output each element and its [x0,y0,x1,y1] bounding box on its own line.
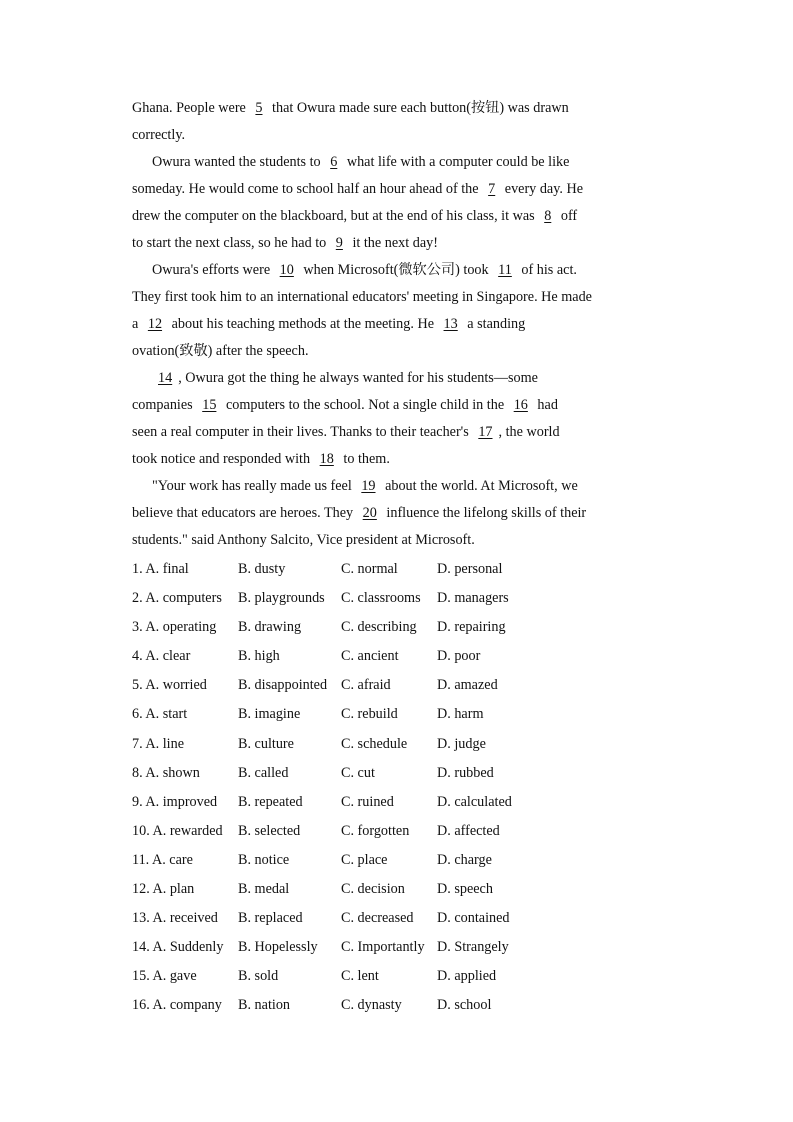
line [132,527,672,554]
option-a: 1. A. final [132,561,189,577]
option-b: B. drawing [238,619,302,636]
option-d: D. applied [437,968,497,985]
option-row-3 [132,613,692,642]
option-b: B. called [238,764,289,781]
line [132,500,672,527]
text: someday. He would come to school half an hour ahead of the [132,181,479,197]
option-a: 15. A. gave [132,968,197,985]
text: what life with a computer could be like [346,154,570,170]
option-row-6 [132,700,692,729]
option-a: 7. A. line [132,735,185,752]
text: off [560,208,578,224]
option-b: B. replaced [238,910,303,927]
text: every day. He [504,181,584,197]
text: Owura's efforts were [152,262,271,278]
line [132,365,672,392]
line [132,392,672,419]
option-a: 12. A. plan [132,881,195,898]
option-c: C. forgotten [341,822,410,839]
line [132,122,672,149]
option-a: 2. A. computers [132,590,222,607]
option-d: D. school [437,997,492,1014]
option-c: C. describing [341,619,417,636]
option-b: B. Hopelessly [238,939,318,956]
blank-8: 8 [544,208,552,224]
option-row-13 [132,904,692,933]
option-b: B. dusty [238,561,286,577]
text: , the world [498,424,560,440]
option-d: D. calculated [437,793,512,810]
option-b: B. notice [238,851,290,868]
line [132,473,672,500]
line [132,176,672,203]
blank-10: 10 [279,262,294,278]
option-b: B. playgrounds [238,590,325,607]
blank-19: 19 [361,478,376,494]
blank-18: 18 [319,451,334,467]
option-row-5 [132,671,692,700]
blank-16: 16 [513,397,528,413]
blank-9: 9 [335,235,343,251]
blank-20: 20 [362,505,377,521]
option-b: B. imagine [238,706,301,723]
option-a: 10. A. rewarded [132,822,223,839]
blank-5: 5 [255,100,263,116]
text: about the world. At Microsoft, we [385,478,578,494]
option-c: C. place [341,851,388,868]
option-a: 9. A. improved [132,793,218,810]
line [132,338,672,365]
option-c: C. ruined [341,793,394,810]
blank-13: 13 [443,316,458,332]
text: seen a real computer in their lives. Thanks to their teacher's [132,424,469,440]
text: to them. [343,451,390,467]
blank-14: 14 [158,370,173,386]
option-d: D. judge [437,735,486,752]
option-c: C. cut [341,764,375,781]
option-b: B. culture [238,735,294,752]
text: ovation(致敬) after the speech. [132,343,309,359]
option-row-4 [132,642,692,671]
option-row-12 [132,875,692,904]
option-b: B. disappointed [238,677,328,694]
paragraph-5 [132,473,672,554]
paragraph-3 [132,257,672,365]
option-row-1 [132,555,692,584]
text: drew the computer on the blackboard, but at the end of his class, it was [132,208,535,224]
option-c: C. rebuild [341,706,398,723]
option-row-16 [132,991,692,1020]
text: , Owura got the thing he always wanted for his students—some [178,370,538,386]
line [132,419,672,446]
option-c: C. decreased [341,910,414,927]
option-d: D. harm [437,706,484,723]
option-c: C. normal [341,561,398,577]
option-b: B. nation [238,997,291,1014]
option-c: C. lent [341,968,379,985]
text: about his teaching methods at the meeting. He [171,316,434,332]
option-c: C. ancient [341,648,399,665]
option-a: 16. A. company [132,997,222,1014]
option-d: D. charge [437,851,492,868]
line [132,311,672,338]
line [132,203,672,230]
text: had [537,397,558,413]
blank-11: 11 [498,262,512,278]
option-c: C. Importantly [341,939,425,956]
option-d: D. repairing [437,619,506,636]
text: They first took him to an international educators' meeting in Singapore. He made [132,289,592,305]
option-b: B. medal [238,881,290,898]
text: a [132,316,139,332]
options-list [132,555,692,1021]
line [132,149,672,176]
blank-6: 6 [330,154,338,170]
line [132,230,672,257]
blank-17: 17 [478,424,493,440]
text: companies [132,397,193,413]
text: of his act. [521,262,577,278]
option-b: B. sold [238,968,279,985]
option-a: 8. A. shown [132,764,200,781]
option-c: C. schedule [341,735,408,752]
option-row-14 [132,933,692,962]
option-row-2 [132,584,692,613]
option-row-8 [132,759,692,788]
text: computers to the school. Not a single child in the [225,397,505,413]
blank-12: 12 [147,316,163,332]
option-b: B. high [238,648,280,665]
option-a: 4. A. clear [132,648,191,665]
text: it the next day! [352,235,438,251]
text: when Microsoft(微软公司) took [303,262,489,278]
option-a: 13. A. received [132,910,218,927]
option-a: 6. A. start [132,706,188,723]
text: took notice and responded with [132,451,311,467]
option-row-10 [132,817,692,846]
option-d: D. affected [437,822,500,839]
text: Owura wanted the students to [152,154,321,170]
option-d: D. Strangely [437,939,509,956]
text: "Your work has really made us feel [152,478,352,494]
line [132,257,672,284]
option-d: D. poor [437,648,481,665]
option-a: 11. A. care [132,851,193,868]
text: a standing [467,316,526,332]
option-d: D. contained [437,910,510,927]
line [132,446,672,473]
text: Ghana. People were [132,100,246,116]
option-d: D. managers [437,590,509,607]
option-a: 3. A. operating [132,619,217,636]
paragraph-4 [132,365,672,473]
option-c: C. classrooms [341,590,421,607]
option-c: C. decision [341,881,405,898]
text: that Owura made sure each button(按钮) was drawn [272,100,569,116]
text: to start the next class, so he had to [132,235,327,251]
option-c: C. dynasty [341,997,402,1014]
line [132,284,672,311]
option-d: D. rubbed [437,764,494,781]
line [132,95,672,122]
text: students." said Anthony Salcito, Vice president at Microsoft. [132,532,475,548]
option-d: D. personal [437,561,503,577]
paragraph-1 [132,95,672,149]
option-a: 14. A. Suddenly [132,939,224,956]
text: correctly. [132,127,186,143]
option-row-15 [132,962,692,991]
option-d: D. speech [437,881,493,898]
option-row-9 [132,788,692,817]
blank-7: 7 [488,181,496,197]
option-c: C. afraid [341,677,391,694]
blank-15: 15 [202,397,217,413]
option-b: B. repeated [238,793,303,810]
option-b: B. selected [238,822,301,839]
text: influence the lifelong skills of their [386,505,587,521]
option-row-11 [132,846,692,875]
paragraph-2 [132,149,672,257]
text: believe that educators are heroes. They [132,505,354,521]
option-d: D. amazed [437,677,498,694]
option-a: 5. A. worried [132,677,207,694]
option-row-7 [132,730,692,759]
